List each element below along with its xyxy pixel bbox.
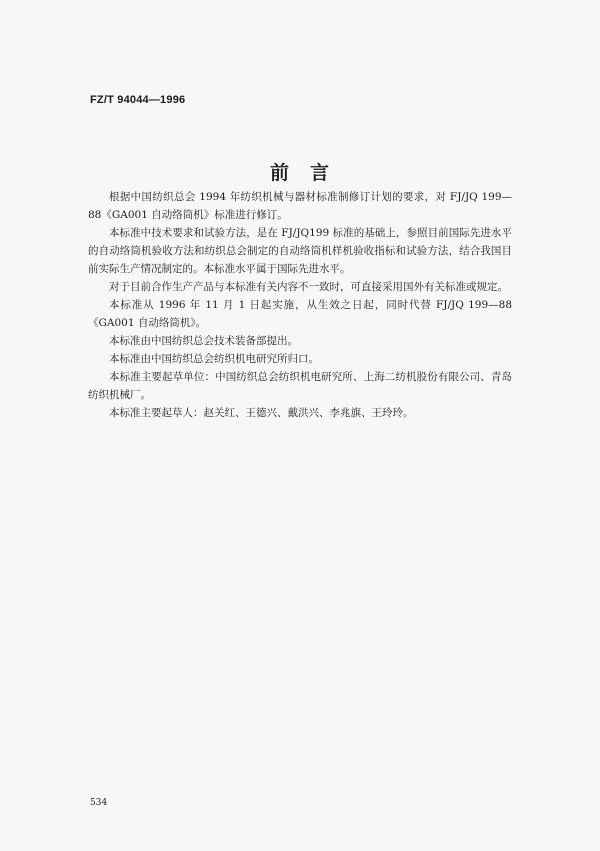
paragraph-drafting-units: 本标准主要起草单位：中国纺织总会纺织机电研究所、上海二纺机股份有限公司、青岛纺织机械厂。: [88, 371, 512, 401]
paragraph-effective-date: 本标准从 1996 年 11 月 1 日起实施，从生效之日起，同时代替 FJ/JQ 199—88《GA001 自动络筒机》。: [88, 299, 512, 329]
paragraph-administered-by: 本标准由中国纺织总会纺织机电研究所归口。: [109, 353, 319, 365]
paragraph-drafters: 本标准主要起草人：赵关红、王德兴、戴洪兴、李兆旗、王玲玲。: [109, 407, 414, 419]
page-title: 前 言: [269, 162, 330, 184]
preface-body: [88, 188, 512, 422]
standard-code: FZ/T 94044—1996: [90, 94, 186, 106]
paragraph-revision-basis: 根据中国纺织总会 1994 年纺织机械与器材标准制修订计划的要求，对 FJ/JQ 199—88《GA001 自动络筒机》标准进行修订。: [88, 191, 512, 221]
paragraph-proposed-by: 本标准由中国纺织总会技术装备部提出。: [109, 335, 298, 347]
page-number: 534: [90, 798, 108, 808]
paragraph-foreign-standards: 对于目前合作生产产品与本标准有关内容不一致时，可直接采用国外有关标准或规定。: [109, 281, 508, 293]
paragraph-technical-basis: 本标准中技术要求和试验方法，是在 FJ/JQ199 标准的基础上，参照目前国际先进水平的自动络筒机验收方法和纺织总会制定的自动络筒机样机验收指标和试验方法，结合我国目前实际生产情况制定的。本标准水平属于国际先进水平。: [88, 227, 512, 275]
